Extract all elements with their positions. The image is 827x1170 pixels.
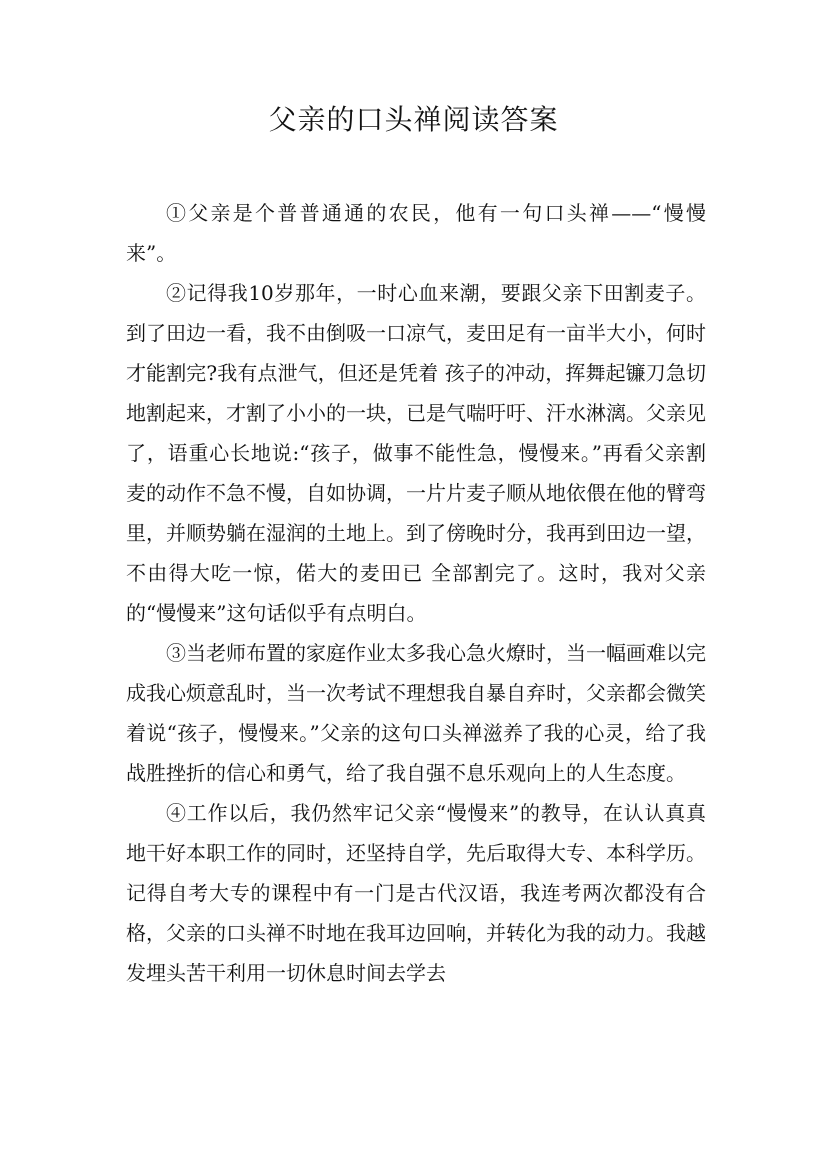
- document-title: 父亲的口头禅阅读答案: [268, 103, 559, 136]
- paragraph-2: ②记得我10岁那年，一时心血来潮，要跟父亲下田割麦子。到了田边一看，我不由倒吸一口凉气，麦田足有一亩半大小，何时才能割完?我有点泄气，但还是凭着 孩子的冲动，挥舞起镰刀急切地割起来，才割了小小的一块，已是气喘吁吁、汗水淋漓。父亲见了，语重心长地说:“孩子，做事不能性急，慢慢来。”再看父亲割 麦的动作不急不慢，自如协调，一片片麦子顺从地依偎在他的臂弯里，并顺势躺在湿润的土地上。到了傍晚时分，我再到田边一望，不由得大吃一惊，偌大的麦田已 全部割完了。这时，我对父亲的“慢慢来”这句话似乎有点明白。: [126, 281, 706, 625]
- document-body: [126, 193, 706, 993]
- paragraph-1: ①父亲是个普普通通的农民，他有一句口头禅——“慢慢来”。: [126, 201, 706, 265]
- paragraph-3: ③当老师布置的家庭作业太多我心急火燎时，当一幅画难以完成我心烦意乱时，当一次考试不理想我自暴自弃时，父亲都会微笑着说“孩子，慢慢来。”父亲的这句口头禅滋养了我的心灵，给了我战胜挫折的信心和勇气，给了我自强不息乐观向上的人生态度。: [126, 641, 706, 785]
- paragraph-4: ④工作以后，我仍然牢记父亲“慢慢来”的教导，在认认真真地干好本职工作的同时，还坚持自学，先后取得大专、本科学历。记得自考大专的课程中有一门是古代汉语，我连考两次都没有合格，父亲的口头禅不时地在我耳边回响，并转化为我的动力。我越发埋头苦干利用一切休息时间去学去: [126, 801, 706, 985]
